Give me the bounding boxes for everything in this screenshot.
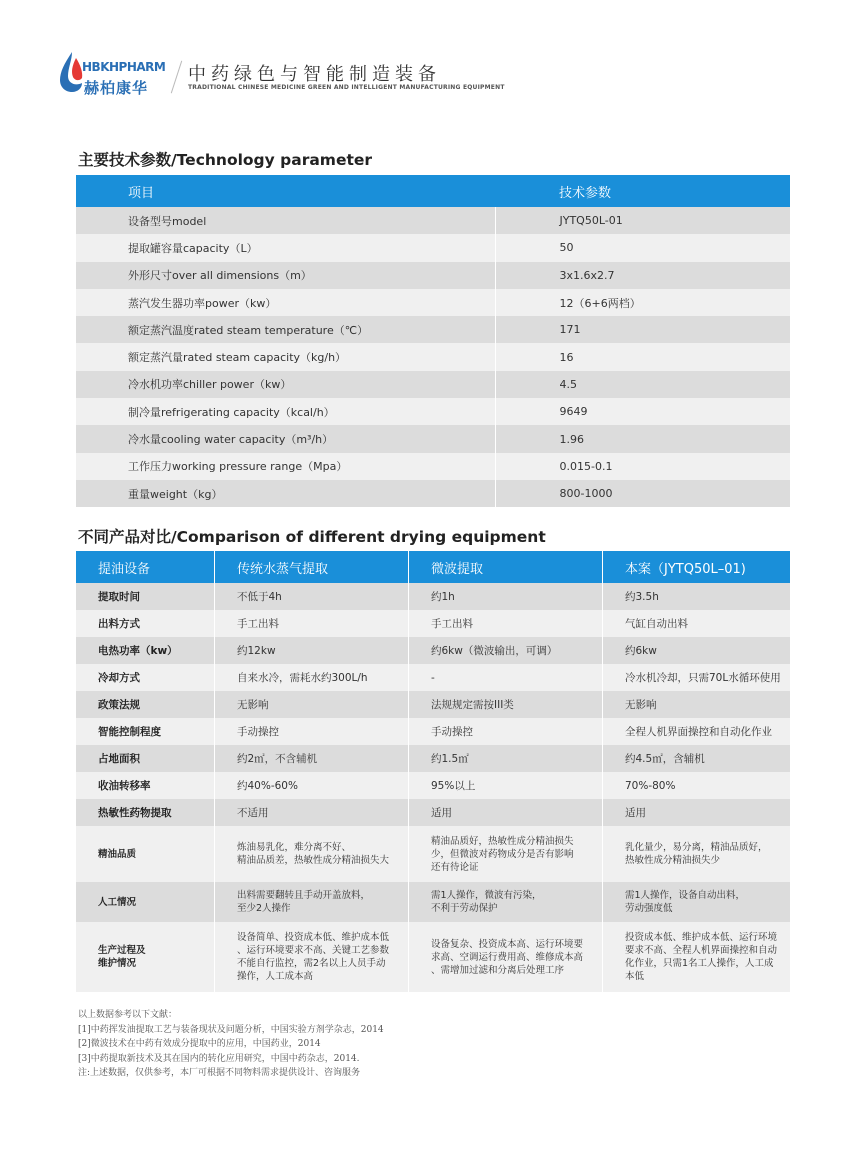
table-row (76, 826, 790, 882)
table-row (76, 398, 790, 425)
comparison-cell: 全程人机界面操控和自动化作业 (603, 718, 791, 745)
comparison-cell: 约6kw (603, 637, 791, 664)
comparison-cell: 手工出料 (215, 610, 409, 637)
comparison-cell: 约12kw (215, 637, 409, 664)
comparison-cell: 约1h (409, 583, 603, 610)
parameter-name: 重量weight（kg） (76, 480, 495, 507)
header-title: 中药绿色与智能制造装备 (188, 64, 441, 85)
comparison-cell: 无影响 (215, 691, 409, 718)
comparison-cell: 约4.5㎡，含辅机 (603, 745, 791, 772)
comparison-cell: 需1人操作，微波有污染， 不利于劳动保护 (409, 882, 603, 922)
column-header: 技术参数 (495, 175, 790, 207)
brand-name-en: HBKHPHARM (82, 60, 166, 74)
parameter-value: 800-1000 (495, 480, 790, 507)
table-row (76, 664, 790, 691)
parameter-name: 冷水量cooling water capacity（m³/h） (76, 425, 495, 452)
parameter-name: 外形尺寸over all dimensions（m） (76, 262, 495, 289)
comparison-cell: 冷水机冷却，只需70L水循环使用 (603, 664, 791, 691)
row-label: 精油品质 (76, 826, 215, 882)
table-row (76, 289, 790, 316)
section-title-comparison: 不同产品对比/Comparison of different drying equipment (78, 528, 546, 546)
table-header-row (76, 551, 790, 583)
row-label: 提取时间 (76, 583, 215, 610)
parameter-name: 冷水机功率chiller power（kw） (76, 371, 495, 398)
column-header: 本案（JYTQ50L–01) (603, 551, 791, 583)
table-row (76, 772, 790, 799)
brand-name-cn: 赫柏康华 (84, 79, 149, 97)
comparison-cell: 不适用 (215, 799, 409, 826)
comparison-cell: 95%以上 (409, 772, 603, 799)
table-row (76, 453, 790, 480)
comparison-cell: 乳化量少，易分离，精油品质好， 热敏性成分精油损失少 (603, 826, 791, 882)
parameter-value: 0.015-0.1 (495, 453, 790, 480)
comparison-cell: 自来水冷，需耗水约300L/h (215, 664, 409, 691)
comparison-cell: 适用 (603, 799, 791, 826)
comparison-cell: 炼油易乳化，难分离不好、 精油品质差，热敏性成分精油损失大 (215, 826, 409, 882)
header-divider (171, 61, 182, 94)
parameter-name: 工作压力working pressure range（Mpa） (76, 453, 495, 480)
parameter-name: 额定蒸汽温度rated steam temperature（℃） (76, 316, 495, 343)
reference-line: [3]中药提取新技术及其在国内的转化应用研究，中国中药杂志，2014. (78, 1053, 360, 1064)
comparison-cell: 手动操控 (409, 718, 603, 745)
reference-line: [1]中药挥发油提取工艺与装备现状及问题分析，中国实验方剂学杂志，2014 (78, 1024, 384, 1035)
reference-line: 注:上述数据，仅供参考，本厂可根据不同物料需求提供设计、咨询服务 (78, 1068, 361, 1078)
table-row (76, 637, 790, 664)
row-label: 收油转移率 (76, 772, 215, 799)
parameter-name: 设备型号model (76, 207, 495, 234)
header-subtitle: TRADITIONAL CHINESE MEDICINE GREEN AND INTELLIGENT MANUFACTURING EQUIPMENT (188, 84, 505, 91)
column-header: 项目 (76, 175, 495, 207)
row-label: 出料方式 (76, 610, 215, 637)
parameter-name: 额定蒸汽量rated steam capacity（kg/h） (76, 343, 495, 370)
row-label: 热敏性药物提取 (76, 799, 215, 826)
comparison-cell: 约1.5㎡ (409, 745, 603, 772)
comparison-cell: 精油品质好，热敏性成分精油损失 少，但微波对药物成分是否有影响 还有待论证 (409, 826, 603, 882)
parameter-name: 蒸汽发生器功率power（kw） (76, 289, 495, 316)
comparison-cell: 不低于4h (215, 583, 409, 610)
parameter-value: 4.5 (495, 371, 790, 398)
comparison-cell: 气缸自动出料 (603, 610, 791, 637)
parameter-value: 171 (495, 316, 790, 343)
table-row (76, 745, 790, 772)
table-row (76, 480, 790, 507)
comparison-cell: 约40%-60% (215, 772, 409, 799)
parameter-name: 制冷量refrigerating capacity（kcal/h） (76, 398, 495, 425)
column-header: 微波提取 (409, 551, 603, 583)
comparison-cell: 70%-80% (603, 772, 791, 799)
comparison-cell: 无影响 (603, 691, 791, 718)
comparison-cell: 设备简单、投资成本低、维护成本低 、运行环境要求不高、关键工艺参数 不能自行监控，需2名以上人员手动 操作，人工成本高 (215, 922, 409, 992)
comparison-cell: 设备复杂、投资成本高、运行环境要 求高、空调运行费用高、维修成本高 、需增加过滤和分离后处理工序 (409, 922, 603, 992)
column-header: 提油设备 (76, 551, 215, 583)
parameter-value: 12（6+6两档） (495, 289, 790, 316)
parameter-table (76, 175, 790, 507)
comparison-cell: 适用 (409, 799, 603, 826)
table-row (76, 207, 790, 234)
comparison-table (76, 551, 790, 992)
table-row (76, 234, 790, 261)
parameter-value: JYTQ50L-01 (495, 207, 790, 234)
parameter-value: 9649 (495, 398, 790, 425)
column-header: 传统水蒸气提取 (215, 551, 409, 583)
section-title-parameters: 主要技术参数/Technology parameter (78, 151, 373, 169)
comparison-cell: 约6kw（微波输出，可调） (409, 637, 603, 664)
references (78, 1008, 384, 1081)
table-row (76, 610, 790, 637)
table-row (76, 691, 790, 718)
parameter-value: 1.96 (495, 425, 790, 452)
table-row (76, 371, 790, 398)
table-row (76, 922, 790, 992)
parameter-value: 3x1.6x2.7 (495, 262, 790, 289)
table-row (76, 343, 790, 370)
comparison-cell: 手动操控 (215, 718, 409, 745)
header (58, 48, 505, 100)
row-label: 电热功率（kw） (76, 637, 215, 664)
reference-line: 以上数据参考以下文献： (78, 1010, 178, 1020)
row-label: 人工情况 (76, 882, 215, 922)
row-label: 政策法规 (76, 691, 215, 718)
comparison-cell: 投资成本低、维护成本低、运行环境 要求不高、全程人机界面操控和自动 化作业，只需1名工人操作，人工成 本低 (603, 922, 791, 992)
reference-line: [2]微波技术在中药有效成分提取中的应用，中国药业，2014 (78, 1039, 321, 1049)
row-label: 冷却方式 (76, 664, 215, 691)
comparison-cell: - (409, 664, 603, 691)
table-row (76, 583, 790, 610)
table-row (76, 316, 790, 343)
table-header-row (76, 175, 790, 207)
row-label: 占地面积 (76, 745, 215, 772)
table-row (76, 718, 790, 745)
row-label: 智能控制程度 (76, 718, 215, 745)
table-row (76, 425, 790, 452)
row-label: 生产过程及 维护情况 (76, 922, 215, 992)
parameter-name: 提取罐容量capacity（L） (76, 234, 495, 261)
table-row (76, 882, 790, 922)
comparison-cell: 约2㎡，不含辅机 (215, 745, 409, 772)
table-row (76, 799, 790, 826)
comparison-cell: 需1人操作，设备自动出料， 劳动强度低 (603, 882, 791, 922)
comparison-cell: 出料需要翻转且手动开盖放料， 至少2人操作 (215, 882, 409, 922)
parameter-value: 16 (495, 343, 790, 370)
parameter-value: 50 (495, 234, 790, 261)
table-row (76, 262, 790, 289)
comparison-cell: 约3.5h (603, 583, 791, 610)
comparison-cell: 手工出料 (409, 610, 603, 637)
comparison-cell: 法规规定需按III类 (409, 691, 603, 718)
